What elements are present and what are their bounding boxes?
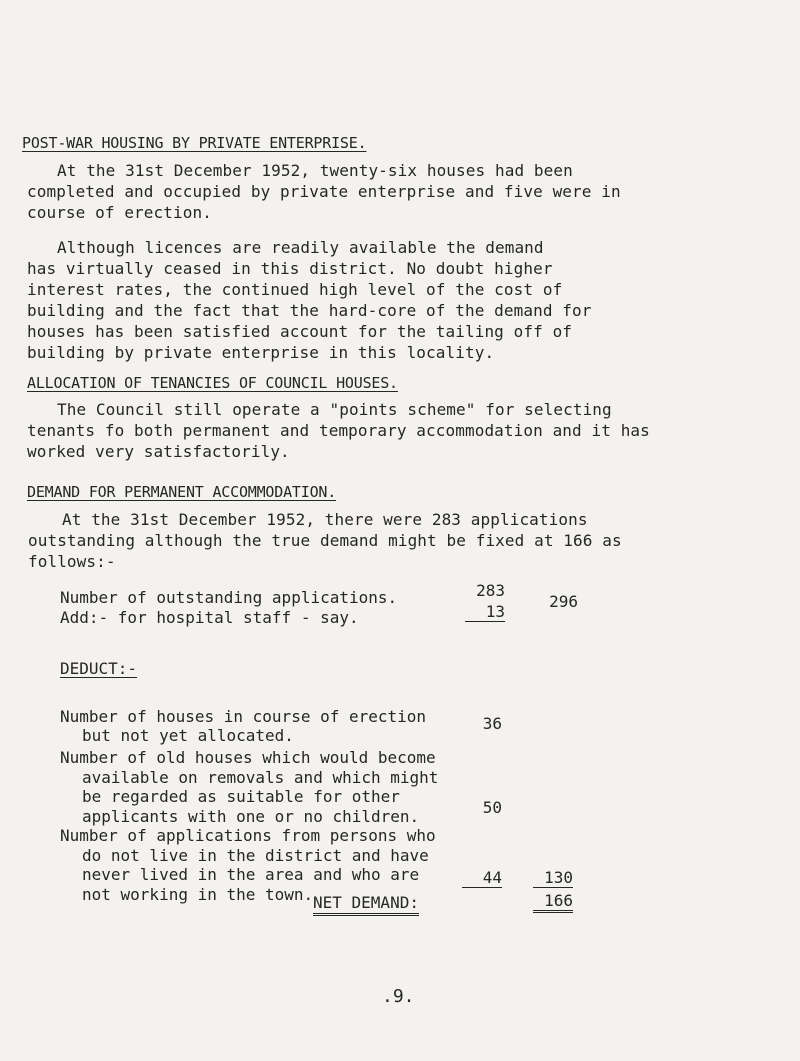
heading-allocation: ALLOCATION OF TENANCIES OF COUNCIL HOUSES. <box>27 374 398 392</box>
deduct-value-houses-in-erection: 36 <box>482 714 502 733</box>
paragraph-line: course of erection. <box>27 203 212 222</box>
heading-demand: DEMAND FOR PERMANENT ACCOMMODATION. <box>27 483 337 501</box>
paragraph-line: interest rates, the continued high level of the cost of <box>27 280 563 299</box>
deduct-item-houses-in-erection: Number of houses in course of erection but not yet allocated. <box>60 707 427 745</box>
outstanding-label: Number of outstanding applications. <box>60 588 398 607</box>
paragraph-line: building and the fact that the hard-core of the demand for <box>27 301 592 320</box>
paragraph-line: Although licences are readily available the demand <box>57 238 544 257</box>
deduct-total-value: 130 <box>533 868 573 888</box>
page-number: .9. <box>382 986 415 1007</box>
net-demand-label: NET DEMAND: <box>313 893 419 912</box>
paragraph-line: The Council still operate a "points scheme" for selecting <box>57 400 612 419</box>
paragraph-line: building by private enterprise in this locality. <box>27 343 495 362</box>
add-label: Add:- for hospital staff - say. <box>60 608 359 627</box>
deduct-value-old-houses: 50 <box>482 798 502 817</box>
deduct-heading: DEDUCT:- <box>60 659 138 678</box>
paragraph-line: follows:- <box>28 552 116 571</box>
outstanding-value: 283 <box>476 581 505 600</box>
paragraph-private-enterprise <box>27 160 757 223</box>
paragraph-line: worked very satisfactorily. <box>27 442 290 461</box>
deduct-value-non-residents: 44 <box>462 868 502 888</box>
paragraph-points-scheme <box>27 399 757 462</box>
paragraph-line: tenants fo both permanent and temporary accommodation and it has <box>27 421 650 440</box>
add-value: 13 <box>465 602 505 622</box>
paragraph-line: outstanding although the true demand might be fixed at 166 as <box>28 531 622 550</box>
deduct-item-non-residents: Number of applications from persons who do not live in the district and have never lived in the area and who are not working in the town. <box>60 826 436 904</box>
paragraph-line: At the 31st December 1952, twenty-six houses had been <box>57 161 573 180</box>
paragraph-line: has virtually ceased in this district. No doubt higher <box>27 259 553 278</box>
heading-post-war: POST-WAR HOUSING BY PRIVATE ENTERPRISE. <box>22 134 367 152</box>
deduct-item-old-houses: Number of old houses which would become available on removals and which might be regarded as suitable for other applicants with one or no children. <box>60 748 439 826</box>
subtotal-value: 296 <box>549 592 578 611</box>
paragraph-outstanding-applications <box>28 509 762 572</box>
paragraph-line: completed and occupied by private enterprise and five were in <box>27 182 621 201</box>
paragraph-line: houses has been satisfied account for the tailing off of <box>27 322 573 341</box>
paragraph-line: At the 31st December 1952, there were 283 applications <box>62 510 588 529</box>
paragraph-demand-ceased <box>27 237 757 363</box>
net-demand-value: 166 <box>533 891 573 913</box>
